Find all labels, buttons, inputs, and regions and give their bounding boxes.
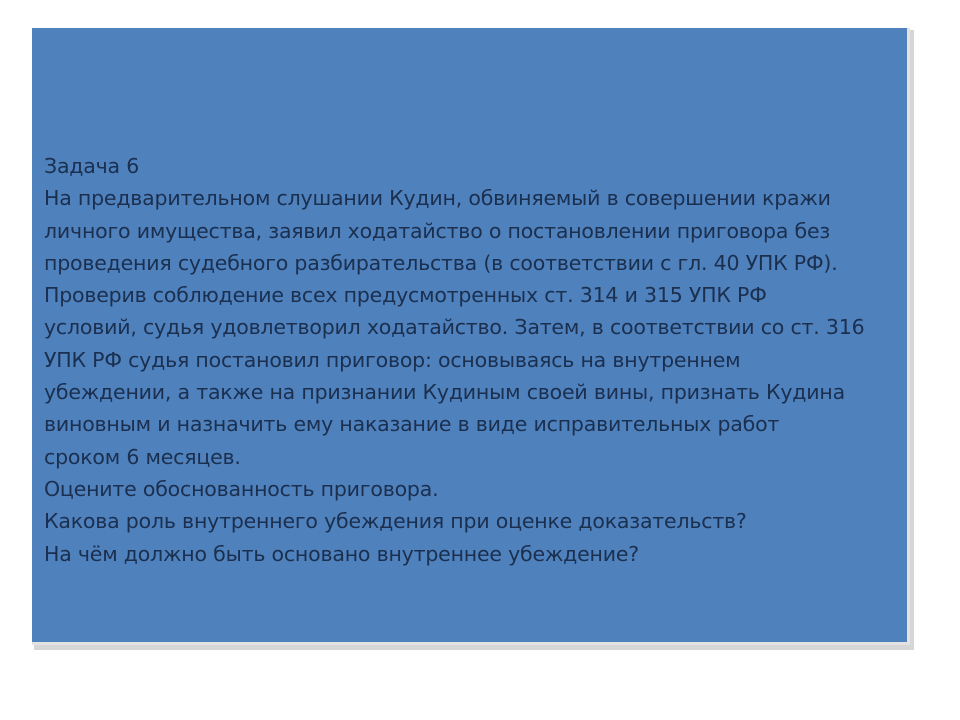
task-line-4: Проверив соблюдение всех предусмотренных ст. 314 и 315 УПК РФ [44, 283, 767, 308]
task-line-8: виновным и назначить ему наказание в виде исправительных работ [44, 412, 780, 437]
task-line-5: условий, судья удовлетворил ходатайство. Затем, в соответствии со ст. 316 [44, 315, 865, 340]
question-2: Какова роль внутреннего убеждения при оценке доказательств? [44, 509, 747, 534]
task-line-3: проведения судебного разбирательства (в соответствии с гл. 40 УПК РФ). [44, 250, 838, 275]
task-line-9: сроком 6 месяцев. [44, 444, 241, 469]
task-title: Задача 6 [44, 154, 140, 178]
task-text-block [44, 150, 894, 570]
task-line-7: убеждении, а также на признании Кудиным своей вины, признать Кудина [44, 380, 845, 405]
question-1: Оцените обоснованность приговора. [44, 476, 439, 501]
task-line-2: личного имущества, заявил ходатайство о постановлении приговора без [44, 218, 831, 243]
task-line-6: УПК РФ судья постановил приговор: основываясь на внутреннем [44, 347, 741, 372]
question-3: На чём должно быть основано внутреннее убеждение? [44, 541, 639, 566]
task-line-1: На предварительном слушании Кудин, обвиняемый в совершении кражи [44, 186, 831, 211]
